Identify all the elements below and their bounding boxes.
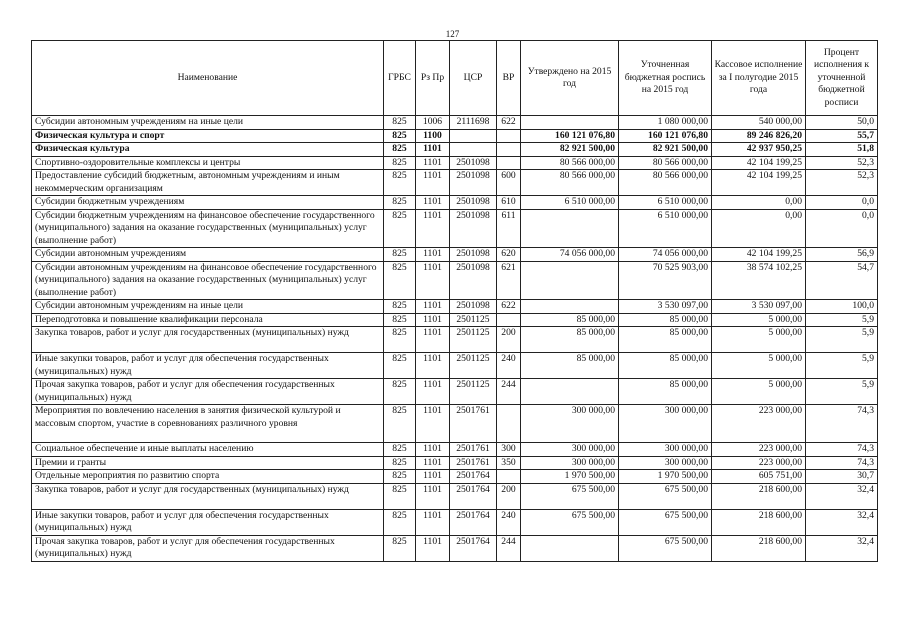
cell-approved [521,116,619,130]
cell-grbs: 825 [384,300,416,314]
cell-refined: 85 000,00 [619,379,712,405]
cell-percent: 5,9 [806,353,878,379]
cell-csr: 2501764 [450,509,497,535]
cell-csr: 2501761 [450,456,497,470]
cell-rzpr: 1101 [416,209,450,248]
cell-cash: 42 937 950,25 [712,143,806,157]
header-grbs: ГРБС [384,41,416,116]
table-row [32,116,878,130]
cell-vr: 244 [497,535,521,561]
cell-percent: 30,7 [806,470,878,484]
cell-cash: 0,00 [712,209,806,248]
table-row [32,261,878,300]
cell-vr [497,405,521,443]
header-csr: ЦСР [450,41,497,116]
cell-name: Субсидии автономным учреждениям на иные цели [32,300,384,314]
cell-approved [521,300,619,314]
cell-rzpr: 1101 [416,300,450,314]
cell-vr: 300 [497,443,521,457]
cell-vr: 200 [497,483,521,509]
cell-approved: 300 000,00 [521,405,619,443]
cell-refined: 300 000,00 [619,443,712,457]
cell-cash: 218 600,00 [712,509,806,535]
cell-vr: 600 [497,170,521,196]
cell-refined: 85 000,00 [619,327,712,353]
cell-vr: 244 [497,379,521,405]
page-number: 127 [445,29,460,39]
cell-name: Переподготовка и повышение квалификации персонала [32,313,384,327]
cell-name: Социальное обеспечение и иные выплаты населению [32,443,384,457]
cell-percent: 52,3 [806,156,878,170]
cell-rzpr: 1101 [416,535,450,561]
cell-rzpr: 1101 [416,443,450,457]
table-row [32,143,878,157]
table-row [32,248,878,262]
cell-name: Спортивно-оздоровительные комплексы и центры [32,156,384,170]
cell-vr: 240 [497,509,521,535]
table-row [32,327,878,353]
cell-vr: 622 [497,116,521,130]
cell-approved [521,209,619,248]
cell-percent: 52,3 [806,170,878,196]
cell-grbs: 825 [384,379,416,405]
cell-grbs: 825 [384,209,416,248]
cell-rzpr: 1101 [416,405,450,443]
cell-cash: 223 000,00 [712,443,806,457]
cell-cash: 5 000,00 [712,327,806,353]
cell-approved: 80 566 000,00 [521,170,619,196]
cell-percent: 50,0 [806,116,878,130]
cell-name: Физическая культура и спорт [32,129,384,143]
cell-rzpr: 1101 [416,379,450,405]
cell-approved: 1 970 500,00 [521,470,619,484]
cell-csr: 2501125 [450,353,497,379]
cell-name: Мероприятия по вовлечению населения в занятия физической культурой и массовым спортом, участие в соревнованиях различного уровня [32,405,384,443]
table-row [32,353,878,379]
cell-approved: 80 566 000,00 [521,156,619,170]
cell-name: Премии и гранты [32,456,384,470]
table-row [32,209,878,248]
cell-approved: 82 921 500,00 [521,143,619,157]
cell-refined: 300 000,00 [619,405,712,443]
cell-approved: 160 121 076,80 [521,129,619,143]
cell-approved [521,379,619,405]
cell-csr: 2501125 [450,327,497,353]
table-header-row [32,41,878,116]
cell-percent: 5,9 [806,313,878,327]
cell-approved: 74 056 000,00 [521,248,619,262]
cell-rzpr: 1101 [416,156,450,170]
cell-cash: 223 000,00 [712,456,806,470]
cell-vr: 350 [497,456,521,470]
cell-cash: 218 600,00 [712,535,806,561]
cell-percent: 100,0 [806,300,878,314]
cell-name: Субсидии автономным учреждениям [32,248,384,262]
cell-refined: 85 000,00 [619,313,712,327]
table-row [32,170,878,196]
cell-percent: 54,7 [806,261,878,300]
table-row [32,470,878,484]
cell-rzpr: 1101 [416,327,450,353]
cell-cash: 5 000,00 [712,353,806,379]
cell-csr: 2501098 [450,170,497,196]
cell-refined: 80 566 000,00 [619,156,712,170]
cell-rzpr: 1006 [416,116,450,130]
cell-approved: 675 500,00 [521,483,619,509]
cell-name: Физическая культура [32,143,384,157]
cell-grbs: 825 [384,129,416,143]
cell-cash: 540 000,00 [712,116,806,130]
cell-csr [450,143,497,157]
cell-percent: 32,4 [806,509,878,535]
cell-refined: 300 000,00 [619,456,712,470]
table-row [32,379,878,405]
cell-rzpr: 1100 [416,129,450,143]
cell-refined: 6 510 000,00 [619,209,712,248]
cell-refined: 6 510 000,00 [619,196,712,210]
cell-name: Субсидии бюджетным учреждениям на финансовое обеспечение государственного (муниципального) задания на оказание государственных (муниципальных) услуг (выполнение работ) [32,209,384,248]
table-row [32,129,878,143]
cell-percent: 55,7 [806,129,878,143]
cell-vr: 621 [497,261,521,300]
cell-grbs: 825 [384,483,416,509]
cell-grbs: 825 [384,456,416,470]
cell-name: Закупка товаров, работ и услуг для государственных (муниципальных) нужд [32,483,384,509]
cell-cash: 5 000,00 [712,313,806,327]
cell-cash: 218 600,00 [712,483,806,509]
table-row [32,313,878,327]
cell-percent: 74,3 [806,456,878,470]
cell-vr [497,313,521,327]
cell-csr: 2501125 [450,313,497,327]
cell-approved: 85 000,00 [521,353,619,379]
cell-name: Иные закупки товаров, работ и услуг для обеспечения государственных (муниципальных) нужд [32,353,384,379]
cell-vr [497,129,521,143]
cell-name: Субсидии автономным учреждениям на финансовое обеспечение государственного (муниципального) задания на оказание государственных (муниципальных) услуг (выполнение работ) [32,261,384,300]
cell-csr: 2111698 [450,116,497,130]
cell-refined: 3 530 097,00 [619,300,712,314]
cell-refined: 675 500,00 [619,483,712,509]
cell-grbs: 825 [384,535,416,561]
cell-refined: 80 566 000,00 [619,170,712,196]
cell-approved: 85 000,00 [521,327,619,353]
cell-grbs: 825 [384,143,416,157]
cell-percent: 56,9 [806,248,878,262]
cell-grbs: 825 [384,443,416,457]
cell-vr: 610 [497,196,521,210]
cell-cash: 89 246 826,20 [712,129,806,143]
cell-approved [521,535,619,561]
cell-refined: 85 000,00 [619,353,712,379]
cell-csr: 2501764 [450,470,497,484]
table-row [32,405,878,443]
cell-vr: 611 [497,209,521,248]
table-row [32,509,878,535]
cell-approved: 6 510 000,00 [521,196,619,210]
cell-cash: 42 104 199,25 [712,170,806,196]
cell-refined: 70 525 903,00 [619,261,712,300]
cell-rzpr: 1101 [416,261,450,300]
cell-cash: 605 751,00 [712,470,806,484]
cell-vr: 622 [497,300,521,314]
cell-percent: 74,3 [806,405,878,443]
cell-csr: 2501098 [450,248,497,262]
cell-refined: 1 080 000,00 [619,116,712,130]
cell-refined: 82 921 500,00 [619,143,712,157]
cell-csr: 2501761 [450,405,497,443]
cell-csr: 2501125 [450,379,497,405]
header-refined: Уточненная бюджетная роспись на 2015 год [619,41,712,116]
cell-rzpr: 1101 [416,483,450,509]
cell-name: Прочая закупка товаров, работ и услуг для обеспечения государственных (муниципальных) нужд [32,379,384,405]
cell-cash: 42 104 199,25 [712,248,806,262]
cell-csr: 2501098 [450,156,497,170]
table-row [32,456,878,470]
cell-csr: 2501764 [450,535,497,561]
header-rzpr: Рз Пр [416,41,450,116]
cell-csr: 2501098 [450,209,497,248]
table-row [32,156,878,170]
cell-cash: 0,00 [712,196,806,210]
header-name: Наименование [32,41,384,116]
cell-grbs: 825 [384,405,416,443]
cell-csr [450,129,497,143]
cell-csr: 2501761 [450,443,497,457]
header-vr: ВР [497,41,521,116]
cell-approved [521,261,619,300]
cell-grbs: 825 [384,470,416,484]
cell-percent: 51,8 [806,143,878,157]
cell-name: Прочая закупка товаров, работ и услуг для обеспечения государственных (муниципальных) нужд [32,535,384,561]
cell-name: Отдельные мероприятия по развитию спорта [32,470,384,484]
cell-percent: 5,9 [806,327,878,353]
cell-name: Предоставление субсидий бюджетным, автономным учреждениям и иным некоммерческим организациям [32,170,384,196]
header-cash: Кассовое исполнение за I полугодие 2015 года [712,41,806,116]
cell-cash: 223 000,00 [712,405,806,443]
cell-rzpr: 1101 [416,456,450,470]
cell-name: Субсидии автономным учреждениям на иные цели [32,116,384,130]
cell-percent: 32,4 [806,535,878,561]
cell-approved: 85 000,00 [521,313,619,327]
cell-grbs: 825 [384,327,416,353]
cell-rzpr: 1101 [416,143,450,157]
cell-cash: 3 530 097,00 [712,300,806,314]
cell-rzpr: 1101 [416,470,450,484]
cell-cash: 38 574 102,25 [712,261,806,300]
cell-percent: 0,0 [806,196,878,210]
cell-vr [497,143,521,157]
cell-grbs: 825 [384,170,416,196]
cell-vr [497,470,521,484]
table-row [32,300,878,314]
cell-rzpr: 1101 [416,248,450,262]
cell-csr: 2501098 [450,196,497,210]
cell-csr: 2501098 [450,300,497,314]
cell-grbs: 825 [384,116,416,130]
cell-approved: 675 500,00 [521,509,619,535]
cell-grbs: 825 [384,156,416,170]
cell-grbs: 825 [384,509,416,535]
table-row [32,535,878,561]
cell-vr: 200 [497,327,521,353]
cell-rzpr: 1101 [416,196,450,210]
cell-percent: 0,0 [806,209,878,248]
cell-grbs: 825 [384,261,416,300]
cell-percent: 32,4 [806,483,878,509]
cell-refined: 74 056 000,00 [619,248,712,262]
cell-vr [497,156,521,170]
table-row [32,196,878,210]
cell-refined: 675 500,00 [619,535,712,561]
cell-name: Субсидии бюджетным учреждениям [32,196,384,210]
cell-grbs: 825 [384,196,416,210]
cell-percent: 5,9 [806,379,878,405]
table-row [32,483,878,509]
cell-refined: 1 970 500,00 [619,470,712,484]
cell-csr: 2501098 [450,261,497,300]
table-row [32,443,878,457]
cell-vr: 620 [497,248,521,262]
cell-csr: 2501764 [450,483,497,509]
budget-execution-table [31,40,878,562]
header-percent: Процент исполнения к уточненной бюджетной росписи [806,41,878,116]
cell-cash: 5 000,00 [712,379,806,405]
cell-rzpr: 1101 [416,509,450,535]
cell-grbs: 825 [384,313,416,327]
cell-name: Закупка товаров, работ и услуг для государственных (муниципальных) нужд [32,327,384,353]
table-body [32,116,878,562]
cell-rzpr: 1101 [416,353,450,379]
cell-grbs: 825 [384,353,416,379]
cell-grbs: 825 [384,248,416,262]
cell-vr: 240 [497,353,521,379]
cell-refined: 160 121 076,80 [619,129,712,143]
cell-approved: 300 000,00 [521,443,619,457]
cell-rzpr: 1101 [416,313,450,327]
cell-percent: 74,3 [806,443,878,457]
cell-refined: 675 500,00 [619,509,712,535]
cell-name: Иные закупки товаров, работ и услуг для обеспечения государственных (муниципальных) нужд [32,509,384,535]
cell-approved: 300 000,00 [521,456,619,470]
header-approved: Утверждено на 2015 год [521,41,619,116]
cell-cash: 42 104 199,25 [712,156,806,170]
cell-rzpr: 1101 [416,170,450,196]
